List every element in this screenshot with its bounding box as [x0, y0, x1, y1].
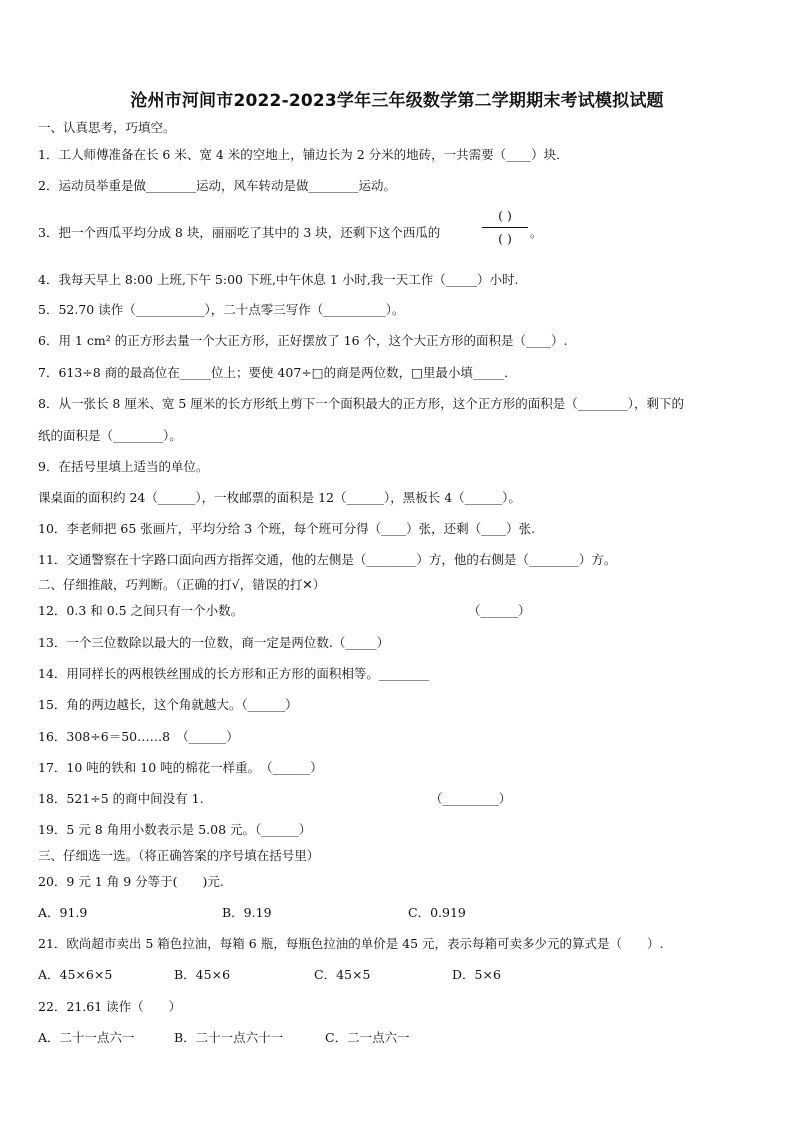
question-20-option-b: B．9.19: [222, 905, 272, 920]
question-18-blank: （_________）: [430, 791, 512, 806]
question-12-blank: （______）: [468, 603, 531, 618]
question-22: 22．21.61 读作（ ）: [38, 999, 182, 1014]
question-3: [38, 225, 440, 241]
question-14: 14．用同样长的两根铁丝围成的长方形和正方形的面积相等。________: [38, 666, 429, 681]
question-15: 15．角的两边越长，这个角就越大。（______）: [38, 697, 298, 712]
question-21-option-c: C．45×5: [314, 967, 371, 982]
question-18: 18．521÷5 的商中间没有 1.: [38, 791, 204, 806]
question-6: 6．用 1 cm² 的正方形去量一个大正方形，正好摆放了 16 个，这个大正方形的面积是（____）.: [38, 333, 568, 348]
question-22-option-b: B．二十一点六十一: [174, 1030, 284, 1045]
fraction-denominator: ( ): [498, 231, 512, 246]
question-3-fraction: [482, 208, 528, 247]
question-21-option-d: D．5×6: [452, 967, 501, 982]
question-5: 5．52.70 读作（___________），二十点零三写作（__________）。: [38, 302, 405, 317]
question-8-line-1: 8．从一张长 8 厘米、宽 5 厘米的长方形纸上剪下一个面积最大的正方形，这个正方形的面积是（________），剩下的: [38, 396, 685, 411]
question-9-line-1: 9．在括号里填上适当的单位。: [38, 459, 209, 474]
question-22-option-a: A．二十一点六一: [38, 1030, 135, 1045]
question-22-option-c: C．二一点六一: [325, 1030, 410, 1045]
question-20-option-c: C．0.919: [408, 905, 466, 920]
question-20-option-a: A．91.9: [38, 905, 88, 920]
question-4: 4．我每天早上 8:00 上班,下午 5:00 下班,中午休息 1 小时,我一天工作（_____）小时.: [38, 272, 519, 287]
question-7: 7．613÷8 商的最高位在_____位上；要使 407÷□的商是两位数，□里最小填_____．: [38, 365, 517, 380]
question-1: 1．工人师傅准备在长 6 米、宽 4 米的空地上，铺边长为 2 分米的地砖，一共需要（____）块．: [38, 147, 569, 162]
question-10: 10．李老师把 65 张画片，平均分给 3 个班，每个班可分得（____）张，还剩（____）张.: [38, 521, 536, 536]
page-title: 沧州市河间市2022-2023学年三年级数学第二学期期末考试模拟试题: [130, 91, 664, 111]
question-3-end: 。: [530, 225, 543, 240]
question-12: 12．0.3 和 0.5 之间只有一个小数。: [38, 603, 244, 618]
section-heading-1: 一、认真思考，巧填空。: [38, 120, 176, 135]
fraction-numerator: ( ): [498, 208, 512, 223]
section-heading-3: 三、仔细选一选。（将正确答案的序号填在括号里）: [38, 848, 320, 863]
question-9-line-2: 课桌面的面积约 24（______），一枚邮票的面积是 12（______），黑板长 4（______）。: [38, 490, 521, 505]
question-11: 11．交通警察在十字路口面向西方指挥交通，他的左侧是（________）方，他的右侧是（________）方。: [38, 552, 617, 567]
question-21: 21．欧尚超市卖出 5 箱色拉油，每箱 6 瓶，每瓶色拉油的单价是 45 元，表示每箱可卖多少元的算式是（ ）.: [38, 936, 664, 951]
question-2: 2．运动员举重是做________运动，风车转动是做________运动。: [38, 178, 396, 193]
question-16: 16．308÷6＝50……8 （______）: [38, 729, 239, 744]
question-3-text: 3．把一个西瓜平均分成 8 块，丽丽吃了其中的 3 块，还剩下这个西瓜的: [38, 225, 441, 240]
question-17: 17．10 吨的铁和 10 吨的棉花一样重。 （______）: [38, 760, 323, 775]
question-13: 13．一个三位数除以最大的一位数，商一定是两位数.（_____）: [38, 635, 390, 650]
question-19: 19．5 元 8 角用小数表示是 5.08 元。（______）: [38, 822, 312, 837]
fraction-bar: [482, 227, 528, 228]
question-8-line-2: 纸的面积是（________）。: [38, 428, 182, 443]
question-20: 20．9 元 1 角 9 分等于( )元.: [38, 874, 224, 889]
question-21-option-b: B．45×6: [174, 967, 231, 982]
section-heading-2: 二、仔细推敲，巧判断。（正确的打√，错误的打✕）: [38, 577, 326, 592]
question-21-option-a: A．45×6×5: [38, 967, 113, 982]
